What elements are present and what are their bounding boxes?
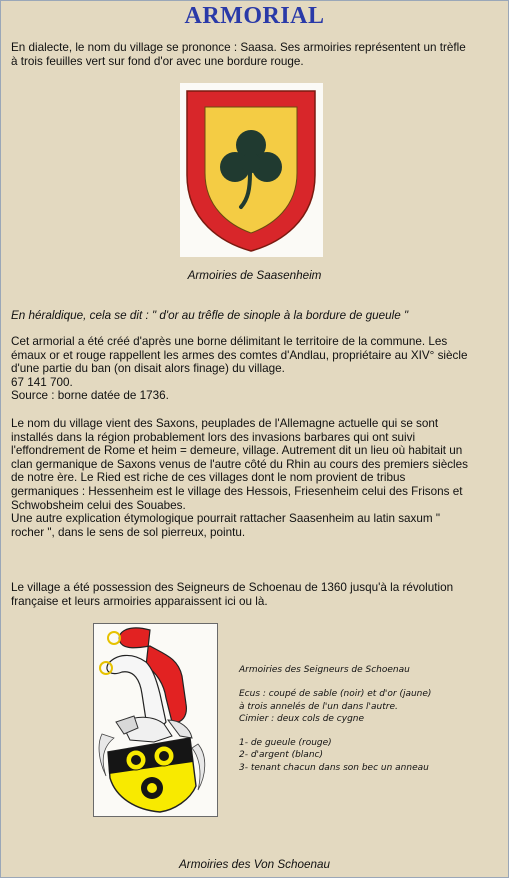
text-line: Source : borne datée de 1736. [11,389,169,403]
crest-description-title: Armoiries des Seigneurs de Schoenau [239,665,410,675]
text-line: Le village a été possession des Seigneurs de Schoenau de 1360 jusqu'à la révolution [11,581,454,594]
text-line: installés dans la région probablement lors des invasions barbares qui ont suivi [11,430,416,444]
text-line: française et leurs armoiries apparaissent ici ou là. [11,594,268,608]
saasenheim-shield-image [180,83,323,257]
trefoil-shield-icon [180,83,323,257]
text-line: à trois feuilles vert sur fond d'or avec une bordure rouge. [11,54,304,68]
text-line: clan germanique de Saxons venus de l'autre côté du Rhin au cours des premiers siècles [11,457,468,471]
heraldic-description [11,309,493,323]
text-line: émaux or et rouge rappellent les armes des comtes d'Andlau, propriétaire au XIV° siècle [11,348,468,362]
crest-description-line: à trois annelés de l'un dans l'autre. [239,701,398,712]
intro-paragraph [11,41,493,68]
crest-caption: Armoiries des Von Schoenau [179,858,330,871]
text-line: l'effondrement de Rome et heim = demeure, village. Autrement dit un lieu où habitait un [11,444,463,458]
crest-description-item: 3- tenant chacun dans son bec un anneau [239,762,429,773]
text-line: germaniques : Hessenheim est le village des Hessois, Friesenheim celui des Frisons et [11,484,463,498]
swan-crest-icon [94,624,217,816]
text-line: 67 141 700. [11,375,73,389]
text-line: Le nom du village vient des Saxons, peuplades de l'Allemagne actuelle qui se sont [11,417,439,430]
crest-description-item: 2- d'argent (blanc) [239,750,323,761]
crest-description-item: 1- de gueule (rouge) [239,738,332,749]
name-origin-paragraph [11,417,493,539]
text-line: Schwobsheim celui des Souabes. [11,498,186,512]
text-line: de notre ère. Le Ried est riche de ces villages dont le nom provient de tribus [11,471,406,485]
schoenau-crest-image [93,623,218,817]
crest-description-line: Ecus : coupé de sable (noir) et d'or (jaune) [239,689,432,700]
shield-caption: Armoiries de Saasenheim [187,269,322,282]
text-line: En héraldique, cela se dit : " d'or au trêfle de sinople à la bordure de gueule " [11,309,409,322]
origin-paragraph [11,335,493,403]
text-line: Une autre explication étymologique pourrait rattacher Saasenheim au latin saxum " [11,512,441,526]
possession-paragraph [11,581,493,608]
crest-description-line: Cimier : deux cols de cygne [239,713,365,724]
text-line: d'une partie du ban (on disait alors finage) du village. [11,362,285,376]
text-line: En dialecte, le nom du village se prononce : Saasa. Ses armoiries représentent un trèfle [11,41,466,54]
crest-description [239,664,431,774]
text-line: Cet armorial a été créé d'après une borne délimitant le territoire de la commune. Les [11,335,448,348]
page-title: ARMORIAL [184,3,325,29]
text-line: rocher ", dans le sens de sol pierreux, pointu. [11,525,246,539]
